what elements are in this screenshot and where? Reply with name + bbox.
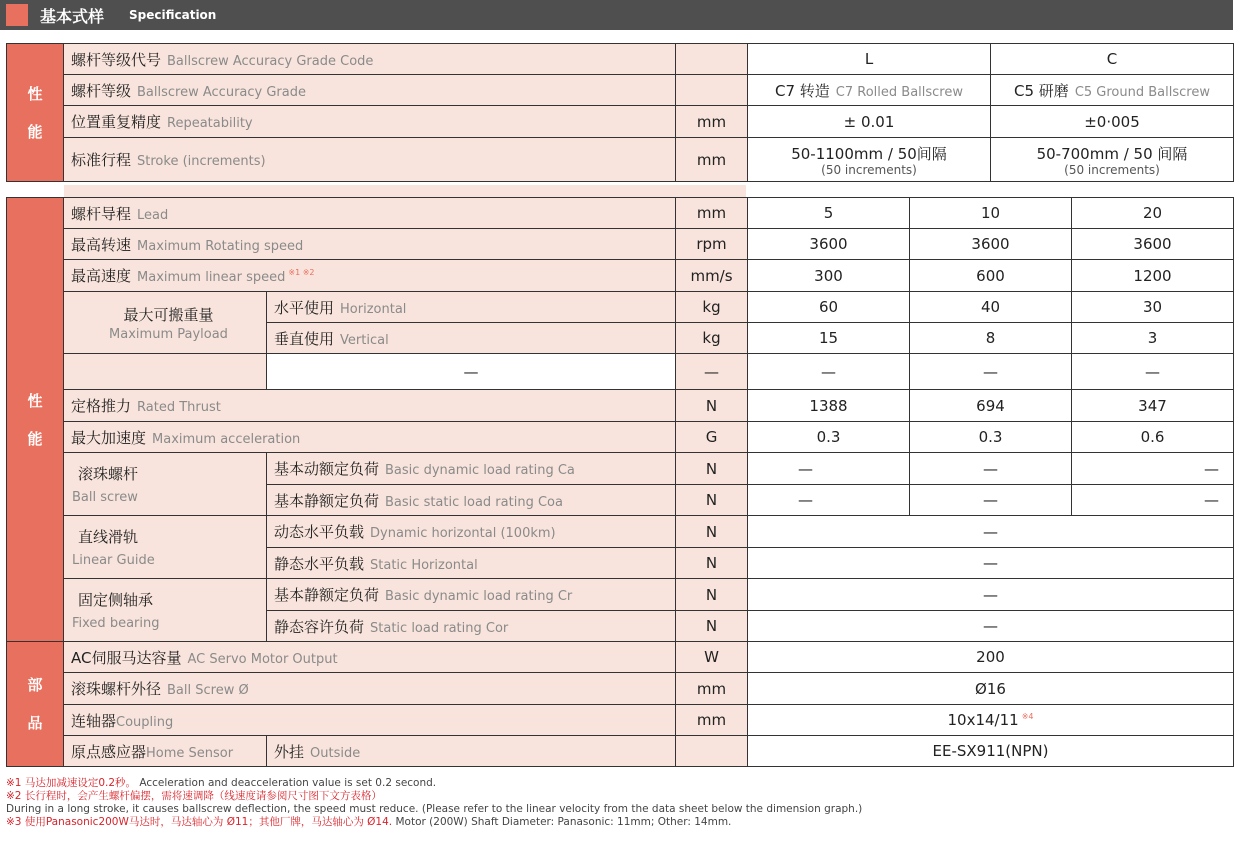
footnote-2: ※2 长行程时，会产生螺杆偏摆，需将速调降（线速度请参阅尺寸图下文方表格）	[6, 790, 382, 802]
header-accent-square	[6, 4, 28, 26]
value-cell: —	[748, 548, 1234, 579]
row-label: 最高速度 Maximum linear speed $^{※1 ※2}$	[64, 260, 676, 292]
row-label: 基本动额定负荷 Basic dynamic load rating Ca	[267, 453, 676, 485]
value-cell: —	[748, 485, 910, 516]
value-cell: EE-SX911(NPN)	[748, 736, 1234, 767]
unit-cell: N	[676, 390, 748, 422]
value-cell: Ø16	[748, 673, 1234, 705]
row-label: 垂直使用 Vertical	[267, 323, 676, 354]
row-label: 最高转速 Maximum Rotating speed	[64, 229, 676, 260]
value-cell: 8	[910, 323, 1072, 354]
fixed-bearing-label: 固定侧轴承 Fixed bearing	[64, 579, 267, 642]
value-cell: 30	[1072, 292, 1234, 323]
value-cell: 1388	[748, 390, 910, 422]
unit-cell: mm/s	[676, 260, 748, 292]
row-label: 连轴器Coupling	[64, 705, 676, 736]
value-cell: —	[910, 453, 1072, 485]
row-label: 螺杆等级 Ballscrew Accuracy Grade	[64, 75, 676, 106]
unit-cell	[676, 44, 748, 75]
value-cell: —	[748, 611, 1234, 642]
row-label: 定格推力 Rated Thrust	[64, 390, 676, 422]
row-label: 水平使用 Horizontal	[267, 292, 676, 323]
unit-cell: mm	[676, 138, 748, 182]
value-cell: —	[748, 579, 1234, 611]
value-cell: 3600	[748, 229, 910, 260]
unit-cell: N	[676, 485, 748, 516]
value-cell: 50-700mm / 50 间隔 (50 increments)	[991, 138, 1234, 182]
unit-cell: N	[676, 516, 748, 548]
value-cell: 60	[748, 292, 910, 323]
unit-cell: kg	[676, 323, 748, 354]
value-cell: 10x14/11 $^{※4}$	[748, 705, 1234, 736]
unit-cell: N	[676, 453, 748, 485]
value-cell: 0.3	[910, 422, 1072, 453]
spec-table-grade	[6, 43, 1234, 182]
value-cell: 50-1100mm / 50间隔 (50 increments)	[748, 138, 991, 182]
value-cell: —	[748, 516, 1234, 548]
unit-cell	[676, 75, 748, 106]
value-cell: 1200	[1072, 260, 1234, 292]
row-label: 动态水平负载 Dynamic horizontal (100km)	[267, 516, 676, 548]
value-cell: 200	[748, 642, 1234, 673]
value-cell: —	[1072, 453, 1234, 485]
footnote-2-en: During in a long stroke, it causes ballscrew deflection, the speed must reduce. (Please refer to the linear velocity from the data sheet below the dimension graph.)	[6, 803, 863, 815]
value-cell: 10	[910, 198, 1072, 229]
unit-cell: G	[676, 422, 748, 453]
unit-cell: W	[676, 642, 748, 673]
value-cell: 0.6	[1072, 422, 1234, 453]
unit-cell: mm	[676, 198, 748, 229]
row-label: 静态水平负载 Static Horizontal	[267, 548, 676, 579]
value-cell: 3600	[910, 229, 1072, 260]
unit-cell: kg	[676, 292, 748, 323]
side-label-parts: 部 品	[7, 642, 64, 767]
footnote-3: ※3 使用Panasonic200W马达时，马达轴心为 Ø11；其他厂牌，马达轴心为 Ø14. Motor (200W) Shaft Diameter: Panasonic: 11mm; Other: 14mm.	[6, 816, 732, 828]
value-cell: —	[748, 453, 910, 485]
row-label: 螺杆等级代号 Ballscrew Accuracy Grade Code	[64, 44, 676, 75]
row-label: 标准行程 Stroke (increments)	[64, 138, 676, 182]
value-cell: —	[1072, 485, 1234, 516]
value-cell: C7 转造 C7 Rolled Ballscrew	[748, 75, 991, 106]
row-label: 基本静额定负荷 Basic static load rating Coa	[267, 485, 676, 516]
value-cell: ± 0.01	[748, 106, 991, 138]
header-title-cn: 基本式样	[40, 7, 105, 26]
value-cell: C5 研磨 C5 Ground Ballscrew	[991, 75, 1234, 106]
value-cell: 347	[1072, 390, 1234, 422]
value-cell: 5	[748, 198, 910, 229]
value-cell: 20	[1072, 198, 1234, 229]
unit-cell: mm	[676, 106, 748, 138]
value-cell: L	[748, 44, 991, 75]
row-label: 最大加速度 Maximum acceleration	[64, 422, 676, 453]
row-label: 静态容许负荷 Static load rating Cor	[267, 611, 676, 642]
unit-cell: —	[676, 354, 748, 390]
row-label: 基本静额定负荷 Basic dynamic load rating Cr	[267, 579, 676, 611]
unit-cell: rpm	[676, 229, 748, 260]
value-cell: 3	[1072, 323, 1234, 354]
value-cell: 15	[748, 323, 910, 354]
value-cell: 300	[748, 260, 910, 292]
ballscrew-label: 滚珠螺杆 Ball screw	[64, 453, 267, 516]
value-cell: 40	[910, 292, 1072, 323]
value-cell: —	[910, 485, 1072, 516]
linear-guide-label: 直线滑轨 Linear Guide	[64, 516, 267, 579]
value-cell: C	[991, 44, 1234, 75]
row-label-blank	[64, 354, 267, 390]
value-cell: —	[910, 354, 1072, 390]
footnotes	[6, 777, 862, 829]
unit-cell: mm	[676, 705, 748, 736]
row-label: 螺杆导程 Lead	[64, 198, 676, 229]
unit-cell: N	[676, 548, 748, 579]
row-label: 滚珠螺杆外径 Ball Screw Ø	[64, 673, 676, 705]
value-cell: —	[1072, 354, 1234, 390]
footnote-1: ※1 马达加减速设定0.2秒。 Acceleration and deacceleration value is set 0.2 second.	[6, 777, 437, 789]
unit-cell	[676, 736, 748, 767]
value-cell: 694	[910, 390, 1072, 422]
value-cell: —	[267, 354, 676, 390]
unit-cell: mm	[676, 673, 748, 705]
value-cell: —	[748, 354, 910, 390]
spec-table-performance	[6, 197, 1234, 767]
row-label: 外挂 Outside	[267, 736, 676, 767]
header-title-en: Specification	[129, 8, 217, 22]
separator-band	[64, 185, 746, 197]
value-cell: 600	[910, 260, 1072, 292]
row-label: AC伺服马达容量 AC Servo Motor Output	[64, 642, 676, 673]
value-cell: 3600	[1072, 229, 1234, 260]
value-cell: 0.3	[748, 422, 910, 453]
section-header	[0, 0, 1233, 30]
value-cell: ±0·005	[991, 106, 1234, 138]
side-label-performance: 性 能	[7, 198, 64, 642]
row-label: 位置重复精度 Repeatability	[64, 106, 676, 138]
row-label: 原点感应器Home Sensor	[64, 736, 267, 767]
payload-label: 最大可搬重量 Maximum Payload	[64, 292, 267, 354]
unit-cell: N	[676, 579, 748, 611]
side-label-performance: 性 能	[7, 44, 64, 182]
unit-cell: N	[676, 611, 748, 642]
